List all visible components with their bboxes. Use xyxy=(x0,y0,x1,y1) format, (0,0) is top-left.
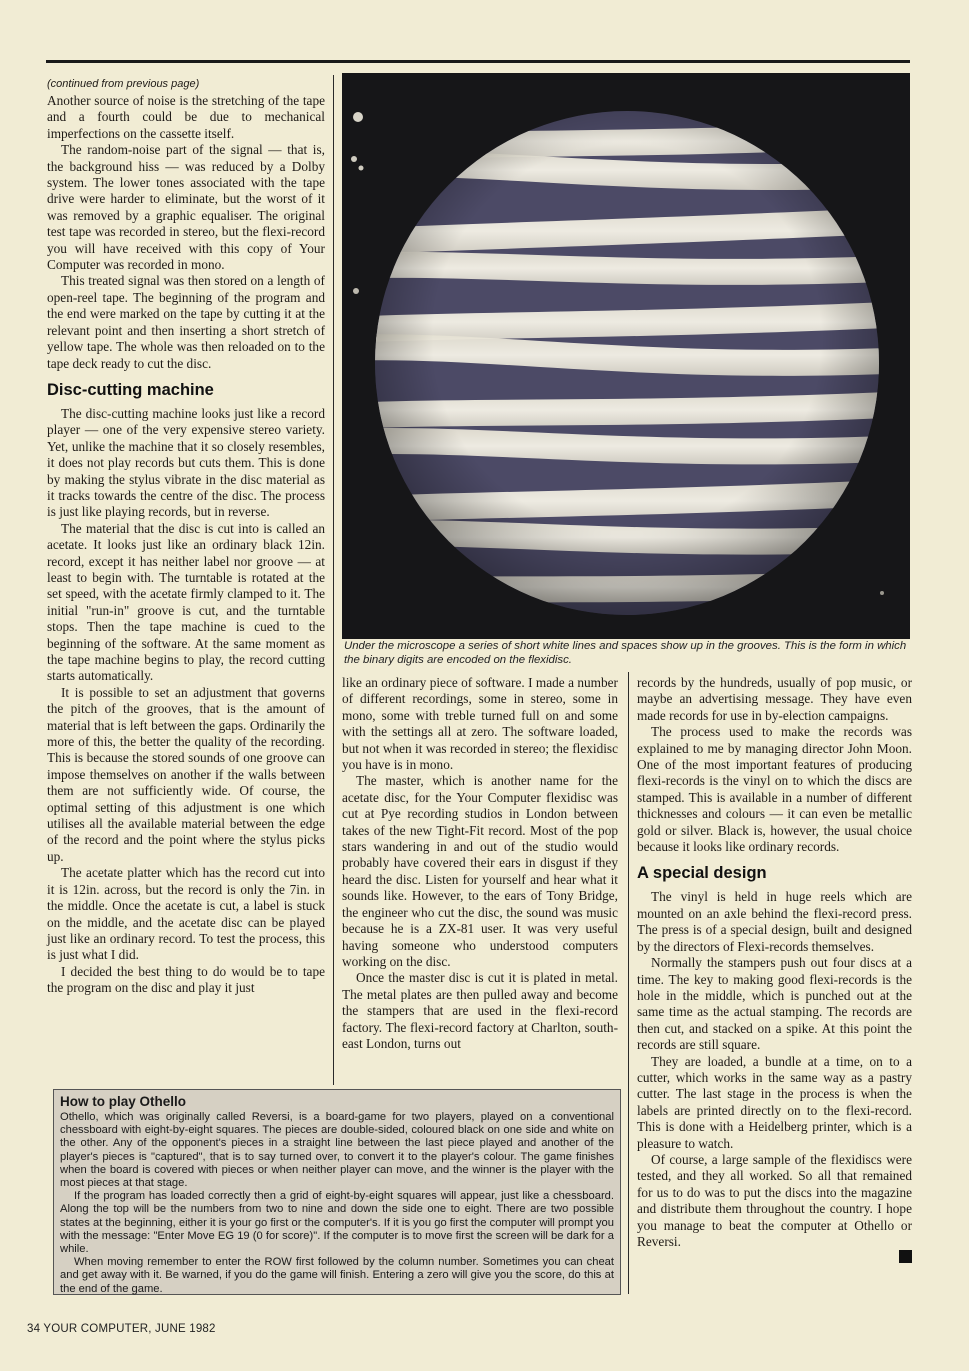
box-title: How to play Othello xyxy=(60,1094,187,1109)
column-1 xyxy=(47,77,325,997)
page-footer: 34 YOUR COMPUTER, JUNE 1982 xyxy=(27,1323,216,1335)
paragraph: It is possible to set an adjustment that governs the pitch of the grooves, that is the amount of material that is left between the gaps. Ordinarily the more of this, the better the quality of the recording. This is because the stored sounds of one groove can impose themselves on another if the walls between them are not sufficiently wide. Of course, the optimal setting of this adjustment is one which utilises all the available material between the edge of the record and the point where the stylus picks up. xyxy=(47,684,325,864)
othello-sidebar-box xyxy=(53,1089,621,1295)
paragraph: The acetate platter which has the record cut into it is 12in. across, but the record is only the 7in. in the middle. Once the acetate is cut, a label is stuck on the middle, and the acetate disc can be played just like an ordinary record. To test the process, this is just what I did. xyxy=(47,865,325,963)
end-mark xyxy=(899,1250,912,1263)
paragraph: Normally the stampers push out four discs at a time. The key to making good flexi-records is the hole in the middle, which is punched out at the same time as the actual stamping. The records are then cut, and stacked on a spike. At this point the records are still square. xyxy=(637,955,912,1053)
section-heading: A special design xyxy=(637,864,767,883)
paragraph: Of course, a large sample of the flexidiscs were tested, and they all worked. So all that remained for us to do was to put the discs into the magazine and distribute them throughout the country. I hope you manage to beat the computer at Othello or Reversi. xyxy=(637,1151,912,1249)
paragraph: The material that the disc is cut into is called an acetate. It looks just like an ordinary black 12in. record, except it has neither label nor groove — at least to begin with. The turntable is rotated at the set speed, with the acetate firmly clamped to it. The initial "run-in" groove is cut, and the turntable stops. Then the tape machine is cued to the beginning of the software. At the same moment as the tape machine begins to play, the record cutting starts automatically. xyxy=(47,520,325,684)
box-paragraph: Othello, which was originally called Reversi, is a board-game for two players, played on a conventional chessboard with eight-by-eight squares. The pieces are double-sided, coloured black on one side and white on the other. Any of the opponent's pieces in a straight line between the last piece played and another of the player's pieces is "captured", that is to say turned over, to convert it to the player's colour. The game finishes when the board is covered with pieces or when neither player can move, and the winner is the player with the most pieces at that stage. xyxy=(60,1111,614,1190)
paragraph: The random-noise part of the signal — that is, the background hiss — was reduced by a Dolby system. The lower tones associated with the tape drive were harder to eliminate, but the worst of it was removed by a graphic equaliser. The original test tape was recorded in stereo, but the flexi-record you will have received with this copy of Your Computer was recorded in mono. xyxy=(47,142,325,273)
flexidisc-groove-image xyxy=(342,73,910,639)
column-divider xyxy=(628,672,629,1294)
paragraph: The vinyl is held in huge reels which are mounted on an axle behind the flexi-record press. The press is of a special design, built and designed by the directors of Flexi-records themselves. xyxy=(637,889,912,954)
column-3 xyxy=(637,675,912,1263)
paragraph: Once the master disc is cut it is plated in metal. The metal plates are then pulled away and become the stampers that are used in the flexi-record factory. The flexi-record factory at Charlton, south-east London, turns out xyxy=(342,970,618,1051)
top-rule xyxy=(46,60,910,63)
paragraph: This treated signal was then stored on a length of open-reel tape. The beginning of the program and the end were marked on the tape by cutting it at the relevant point and then inserting a short stretch of yellow tape. The whole was then reloaded on to the tape deck ready to cut the disc. xyxy=(47,273,325,371)
paragraph: records by the hundreds, usually of pop music, or maybe an advertising message. They have even made records for use in by-election campaigns. xyxy=(637,675,912,723)
paragraph: Another source of noise is the stretching of the tape and a fourth could be due to mechanical imperfections on the cassette itself. xyxy=(47,93,325,141)
paragraph: The master, which is another name for the acetate disc, for the Your Computer flexidisc was cut at Pye recording studios in London between takes of the new Tight-Fit record. Most of the pop stars wandering in and out of the studio would probably have covered their ears in disgust if they heard the disc. Listen for yourself and hear what it sounds like. However, to the ears of Tony Bridge, the engineer who cut the disc, the sound was music because he is a ZX-81 user. It was very useful having someone who understood computers working on the disc. xyxy=(342,773,618,969)
paragraph: I decided the best thing to do would be to tape the program on the disc and play it just xyxy=(47,963,325,996)
photo-caption: Under the microscope a series of short white lines and spaces show up in the grooves. This is the form in which the binary digits are encoded on the flexidisc. xyxy=(344,640,907,666)
paragraph: like an ordinary piece of software. I made a number of different recordings, some in stereo, some in mono, some with treble turned full on and some with the settings all at zero. The software loaded, but not when it was recorded in stereo; the flexidisc you have is in mono. xyxy=(342,675,618,773)
column-divider xyxy=(333,75,334,1085)
paragraph: The disc-cutting machine looks just like a record player — one of the very expensive stereo variety. Yet, unlike the machine that it so closely resembles, it does not play records but cuts them. This is done by making the stylus vibrate in the disc material as it tracks towards the centre of the disc. The process is just like playing records, but in reverse. xyxy=(47,405,325,520)
paragraph: They are loaded, a bundle at a time, on to a cutter, which works in the same way as a pastry cutter. The last stage in the process is when the labels are printed directly on to the flexi-record. This is done with a Heidelberg printer, which is a pleasure to watch. xyxy=(637,1053,912,1151)
box-paragraph: If the program has loaded correctly then a grid of eight-by-eight squares will appear, just like a chessboard. Along the top will be the numbers from two to nine and down the side one to eight. There are two possible states at the beginning, either it is your go first or the computer's. If it is you go first the computer will prompt you with the message: "Enter Move EG 19 (0 for score)". If the computer is to move first the screen will be dark for a while. xyxy=(60,1190,614,1256)
continued-note: (continued from previous page) xyxy=(47,78,200,90)
column-2 xyxy=(342,675,618,1052)
section-heading: Disc-cutting machine xyxy=(47,380,214,399)
box-paragraph: When moving remember to enter the ROW first followed by the column number. Sometimes you can cheat and get away with it. Be warned, if you do the game will finish. Entering a zero will give you the score, do this at the end of the game. xyxy=(60,1256,614,1295)
microscope-photo xyxy=(342,73,910,639)
paragraph: The process used to make the records was explained to me by managing director John Moon. One of the most important features of producing flexi-records is the vinyl on to which the discs are stamped. This is available in a number of different thicknesses and colours — it can even be metallic gold or silver. Black is, however, the usual choice because it looks like ordinary records. xyxy=(637,724,912,855)
